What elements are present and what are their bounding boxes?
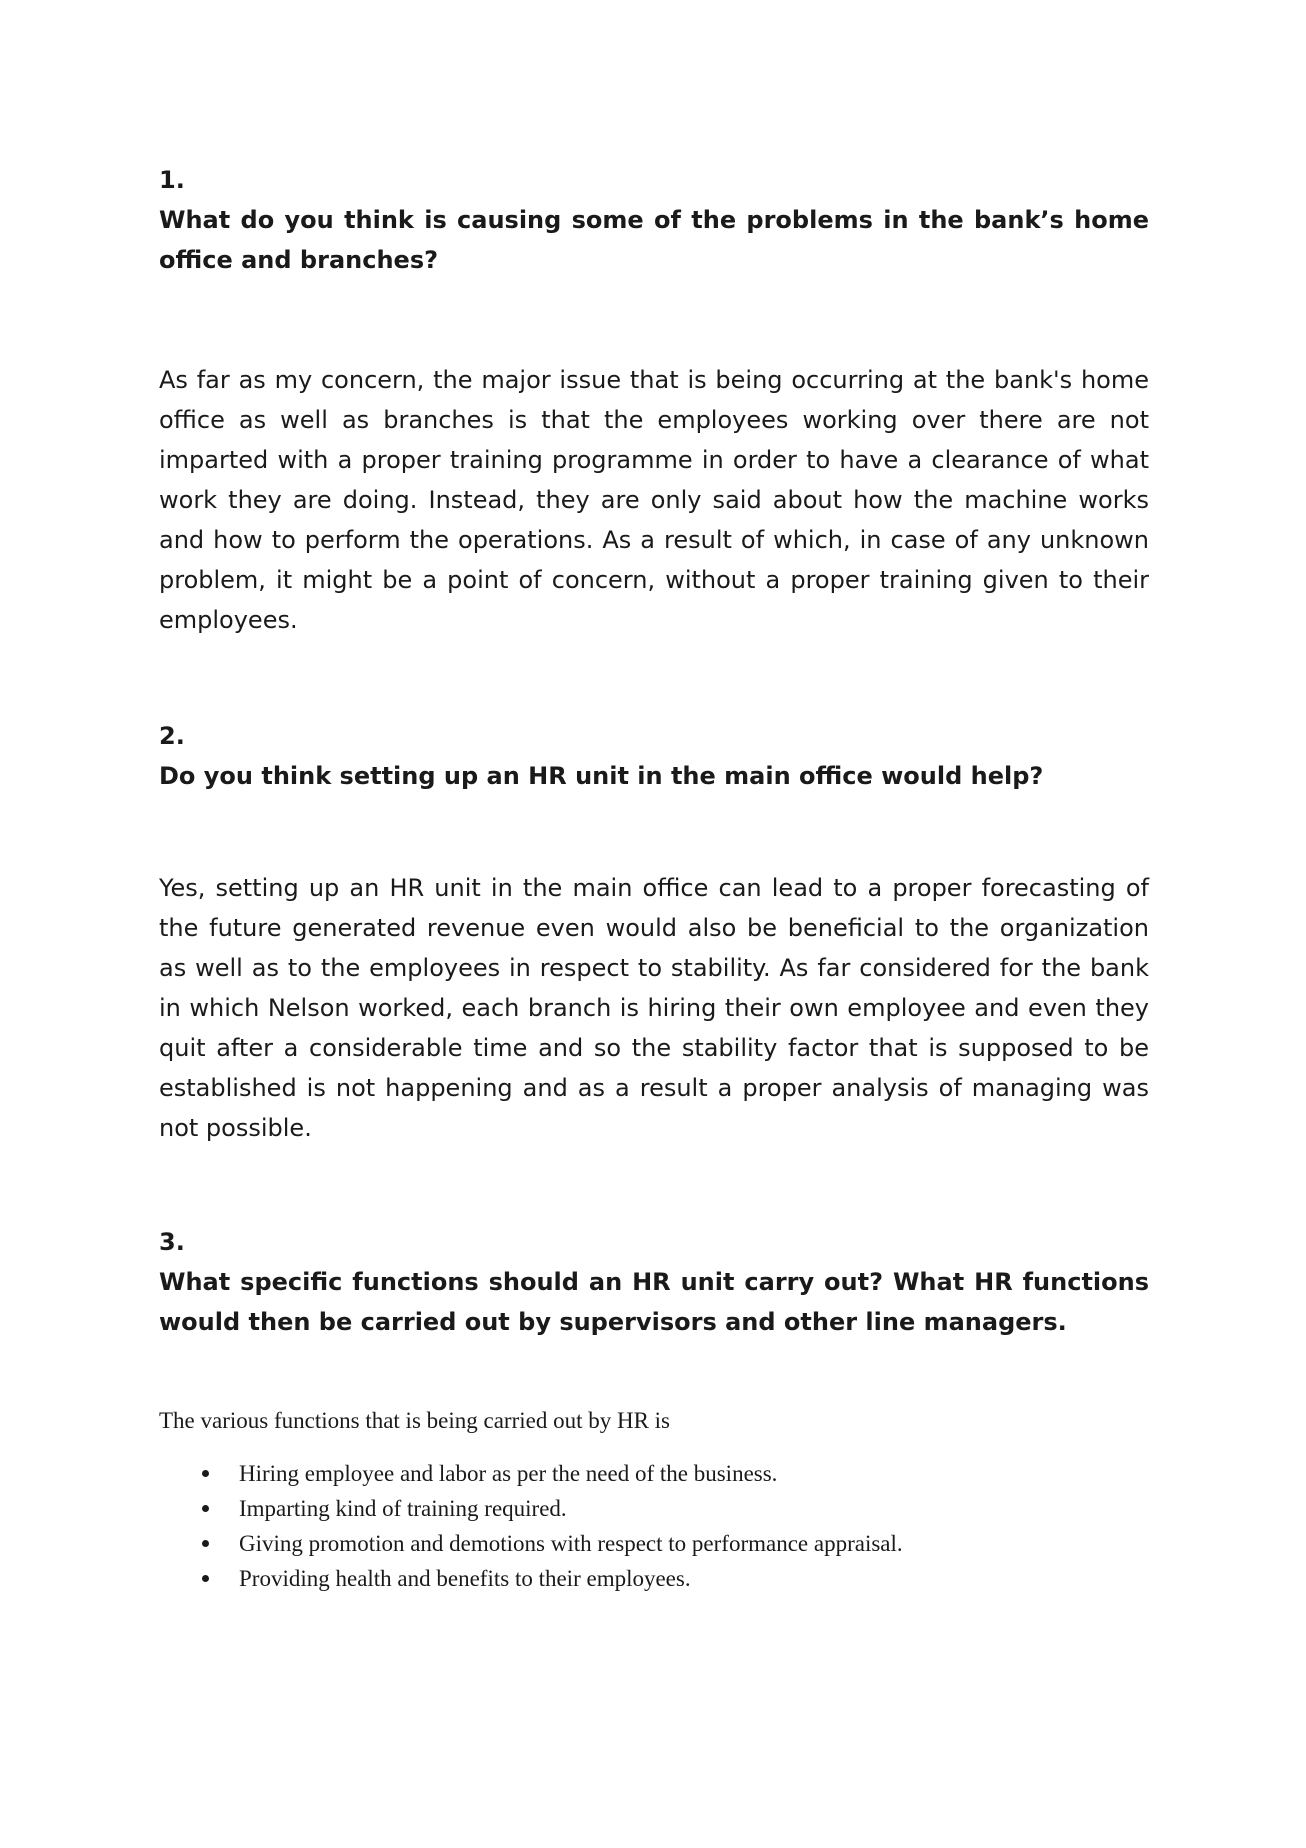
question-heading: Do you think setting up an HR unit in the main office would help? [159, 762, 1044, 790]
bullet-icon [202, 1505, 209, 1512]
list-item [159, 1491, 1149, 1526]
question-heading: What do you think is causing some of the problems in the bank’s home office and branches? [159, 206, 1149, 274]
list-item [159, 1526, 1149, 1561]
functions-list [159, 1456, 1149, 1596]
list-item [159, 1561, 1149, 1596]
list-item-text: Hiring employee and labor as per the need of the business. [239, 1461, 778, 1486]
list-item-text: Giving promotion and demotions with respect to performance appraisal. [239, 1531, 903, 1556]
question-number: 3. [159, 1228, 185, 1256]
functions-intro: The various functions that is being carried out by HR is [159, 1408, 671, 1433]
question-number: 1. [159, 166, 185, 194]
bullet-icon [202, 1540, 209, 1547]
question-number: 2. [159, 722, 185, 750]
question-heading: What specific functions should an HR unit carry out? What HR functions would then be carried out by supervisors and other line managers. [159, 1268, 1149, 1336]
list-item-text: Providing health and benefits to their employees. [239, 1566, 691, 1591]
bullet-icon [202, 1575, 209, 1582]
question-section-3 [159, 1222, 1149, 1596]
bullet-icon [202, 1470, 209, 1477]
question-section-1 [159, 160, 1149, 640]
document-content [159, 160, 1149, 1596]
list-item [159, 1456, 1149, 1491]
answer-paragraph: Yes, setting up an HR unit in the main office can lead to a proper forecasting of the future generated revenue even would also be beneficial to the organization as well as to the employees in respect to stability. As far considered for the bank in which Nelson worked, each branch is hiring their own employee and even they quit after a considerable time and so the stability factor that is supposed to be established is not happening and as a result a proper analysis of managing was not possible. [159, 874, 1149, 1142]
answer-paragraph: As far as my concern, the major issue that is being occurring at the bank's home office as well as branches is that the employees working over there are not imparted with a proper training programme in order to have a clearance of what work they are doing. Instead, they are only said about how the machine works and how to perform the operations. As a result of which, in case of any unknown problem, it might be a point of concern, without a proper training given to their employees. [159, 366, 1149, 634]
question-section-2 [159, 716, 1149, 1148]
list-item-text: Imparting kind of training required. [239, 1496, 567, 1521]
